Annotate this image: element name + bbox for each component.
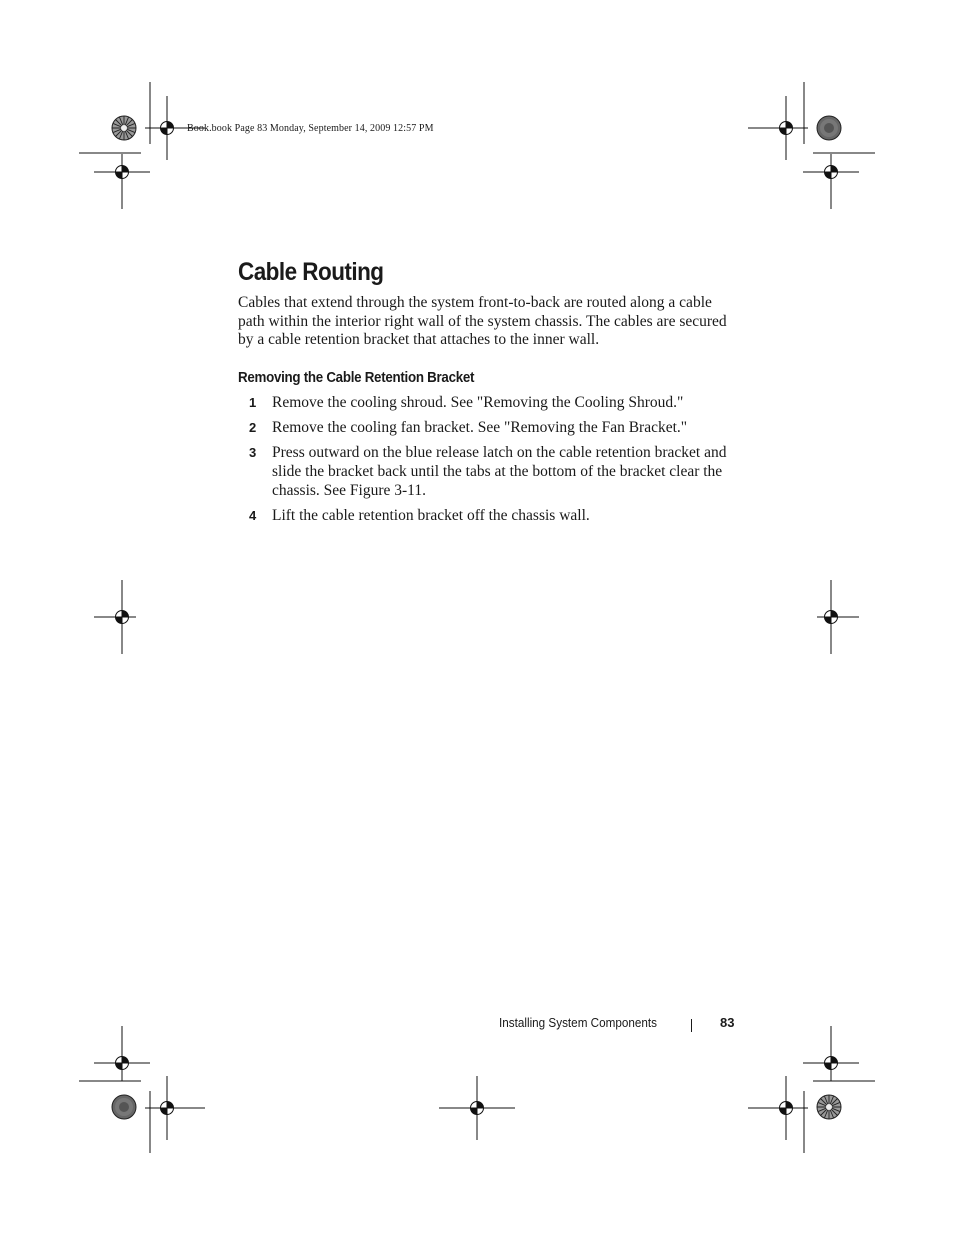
intro-paragraph: Cables that extend through the system front-to-back are routed along a cable path within the interior right wall of the system chassis. The cables are secured by a cable retention bracket that attaches to the inner wall. — [238, 294, 727, 348]
step-item — [238, 506, 738, 525]
step-item — [238, 443, 738, 500]
step-number: 4 — [249, 507, 257, 523]
step-item — [238, 393, 738, 412]
step-text: Press outward on the blue release latch on the cable retention bracket and slide the bracket back until the tabs at the bottom of the bracket clear the chassis. See Figure 3-11. — [272, 443, 727, 499]
step-number: 3 — [249, 444, 257, 460]
step-text: Lift the cable retention bracket off the chassis wall. — [272, 506, 590, 524]
page-footer — [499, 1015, 739, 1035]
footer-section-title: Installing System Components — [499, 1015, 658, 1030]
procedure-steps — [238, 393, 738, 525]
page-number: 83 — [720, 1015, 735, 1030]
step-number: 1 — [249, 394, 257, 410]
print-slug: Book.book Page 83 Monday, September 14, 2009 12:57 PM — [187, 123, 434, 134]
page-title: Cable Routing — [238, 258, 384, 286]
step-item — [238, 418, 738, 437]
section-heading: Removing the Cable Retention Bracket — [238, 369, 475, 386]
step-number: 2 — [249, 419, 257, 435]
footer-divider — [691, 1019, 692, 1032]
page-content — [238, 255, 738, 531]
step-text: Remove the cooling fan bracket. See "Removing the Fan Bracket." — [272, 418, 688, 436]
step-text: Remove the cooling shroud. See "Removing the Cooling Shroud." — [272, 393, 684, 411]
